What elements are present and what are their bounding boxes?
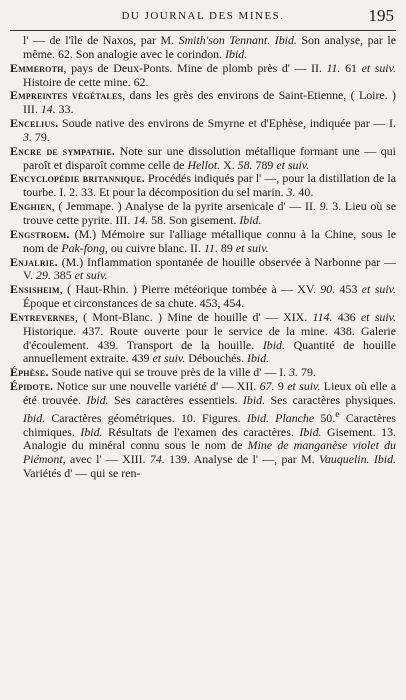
index-entry-enghien: Enghien, ( Jemmape. ) Analyse de la pyrite arsenicale d' — II. 9. 3. Lieu où se trouve cette pyrite. III. 14. 58. Son gisement. Ibid. [10,199,396,227]
index-entry-ephese: Éphèse. Soude native qui se trouve près de la ville d' — I. 3. 79. [10,365,316,380]
index-entry-engstroem: Engstroem. (M.) Mémoire sur l'alliage métallique connu à la Chine, sous le nom de Pak-fong, ou cuivre blanc. II. 11. 89 et suiv. [10,226,396,255]
index-entry-ensisheim: Ensisheim, ( Haut-Rhin. ) Pierre météorique tombée à — XV. 90. 453 et suiv. Époque et circonstances de sa chute. 453, 454. [10,282,396,311]
index-entry-encre: Encre de sympathie. Note sur une dissolution métallique formant une — qui paroît et disparoît comme celle de Hellot. X. 58. 789 et suiv. [10,143,396,172]
index-entry-naxos-cont: l' — de l'île de Naxos, par M. Smith'son Tennant. Ibid. Son analyse, par le même. 62. Son analogie avec le corindon. Ibid. [23,33,397,61]
page-number: 195 [368,6,394,25]
index-entry-entrevernes: Entrevernes, ( Mont-Blanc. ) Mine de houille d' — XIX. 114. 436 et suiv. Historique. 437. Route ouverte pour le service de la mine. 438. Galerie d'écoulement. 439. Transport de la houille. Ibid. Quantité de houille annuellement extraite. 439 et suiv. Débouchés. Ibid. [10,309,397,366]
running-title: DU JOURNAL DES MINES. [121,10,285,22]
index-entry-epidote: Épidote. Notice sur une nouvelle variété d' — XII. 67. 9 et suiv. Lieux où elle a été trouvée. Ibid. Ses caractères essentiels. Ibid. Ses caractères physiques. Ibid. Caractères géométriques. 10. Figures. Ibid. Planche 50.$^e$ Caractères chimiques. Ibid. Résultats de l'examen des caractères. Ibid. Gisement. 13. Analogie du minéral connu sous le nom de Mine de manganèse violet du Piémont, avec l' — XIII. 74. 139. Analyse de l' —, par M. Vauquelin. Ibid. Variétés d' — qui se ren- [10,379,396,481]
index-entry-encyclopedie: Encyclopédie britannique. Procédés indiqués par l' —, pour la distillation de la tourbe. I. 2. 33. Et pour la décomposition du sel marin. 3. 40. [10,171,396,200]
index-entry-empreintes: Empreintes végétales, dans les grès des environs de Saint-Etienne, ( Loire. ) III. 14. 33. [10,88,397,117]
index-entry-emmeroth: Emmeroth, pays de Deux-Ponts. Mine de plomb près d' — II. 11. 61 et suiv. Histoire de cette mine. 62. [10,60,396,89]
index-entries [10,34,396,481]
index-entry-encelius: Encelius. Soude native des environs de Smyrne et d'Ephèse, indiquée par — I. 3. 79. [10,116,396,144]
running-head [10,8,396,31]
index-entry-enjalrie: Enjalrie. (M.) Inflammation spontanée de houille observée à Narbonne par — V. 29. 385 et suiv. [10,254,396,283]
